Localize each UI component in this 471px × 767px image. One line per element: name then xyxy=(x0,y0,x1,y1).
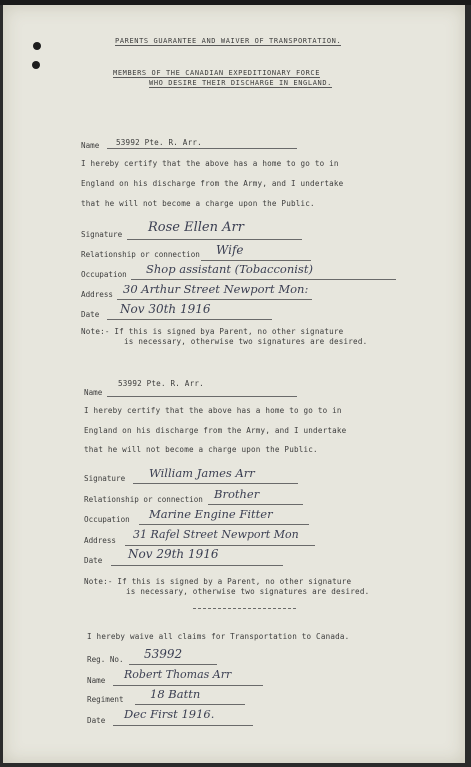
s2-address-label: Address xyxy=(84,536,117,545)
s3-name-label: Name xyxy=(87,676,106,685)
s1-name-line xyxy=(107,148,297,149)
s1-relationship-line xyxy=(201,260,311,261)
section-divider xyxy=(193,608,296,609)
s3-name-value: Robert Thomas Arr xyxy=(124,668,232,681)
s2-note-line2: is necessary, otherwise two signatures are desired. xyxy=(126,587,370,596)
punch-hole-bottom xyxy=(32,61,40,69)
s2-signature-label: Signature xyxy=(84,474,126,483)
s2-address-value: 31 Rafel Street Newport Mon xyxy=(133,528,299,541)
s1-date-line xyxy=(107,319,272,320)
s2-name-label: Name xyxy=(84,388,103,397)
s2-date-line xyxy=(111,565,283,566)
s3-date-label: Date xyxy=(87,716,106,725)
s1-address-value: 30 Arthur Street Newport Mon: xyxy=(123,282,309,296)
s2-occupation-line xyxy=(139,524,309,525)
form-title: PARENTS GUARANTEE AND WAIVER OF TRANSPORTATION. xyxy=(115,37,342,45)
s2-note-line1: Note:- If this is signed by a Parent, no other signature xyxy=(84,577,352,586)
s3-reg-line xyxy=(129,664,217,665)
s1-date-value: Nov 30th 1916 xyxy=(120,302,211,316)
s1-occupation-label: Occupation xyxy=(81,270,127,279)
s2-cert-line1: I hereby certify that the above has a home to go to in xyxy=(84,406,342,415)
s3-regiment-line xyxy=(135,704,245,705)
s3-name-line xyxy=(113,685,263,686)
s3-regiment-label: Regiment xyxy=(87,695,124,704)
s1-relationship-value: Wife xyxy=(216,243,244,257)
s2-signature-line xyxy=(133,483,298,484)
s2-name-line xyxy=(107,396,297,397)
s2-name-value: 53992 Pte. R. Arr. xyxy=(118,379,204,388)
s1-address-line xyxy=(117,299,312,300)
s3-reg-label: Reg. No. xyxy=(87,655,124,664)
s1-signature-line xyxy=(127,239,302,240)
s3-date-value: Dec First 1916. xyxy=(124,707,215,721)
s2-address-line xyxy=(125,545,315,546)
s3-reg-value: 53992 xyxy=(144,647,183,661)
s3-regiment-value: 18 Battn xyxy=(150,687,201,701)
s2-relationship-label: Relationship or connection xyxy=(84,495,203,504)
s1-note-line2: is necessary, otherwise two signatures are desired. xyxy=(124,337,368,346)
s2-date-value: Nov 29th 1916 xyxy=(128,547,219,561)
s1-note-line1: Note:- If this is signed bya Parent, no other signature xyxy=(81,327,344,336)
s3-waiver-text: I hereby waive all claims for Transportation to Canada. xyxy=(87,632,350,641)
punch-hole-top xyxy=(33,42,41,50)
s1-relationship-label: Relationship or connection xyxy=(81,250,200,259)
s1-cert-line2: England on his discharge from the Army, and I undertake xyxy=(81,179,344,188)
s1-occupation-value: Shop assistant (Tobacconist) xyxy=(146,262,313,276)
form-subtitle-line1: MEMBERS OF THE CANADIAN EXPEDITIONARY FORCE xyxy=(113,69,321,77)
document-page xyxy=(3,5,465,763)
s1-cert-line1: I hereby certify that the above has a home to go to in xyxy=(81,159,339,168)
s2-relationship-value: Brother xyxy=(214,487,260,501)
s2-cert-line2: England on his discharge from the Army, and I undertake xyxy=(84,426,347,435)
s1-occupation-line xyxy=(131,279,396,280)
s1-date-label: Date xyxy=(81,310,100,319)
s2-signature-value: William James Arr xyxy=(149,466,255,480)
s1-name-value: 53992 Pte. R. Arr. xyxy=(116,138,202,147)
form-subtitle-line2: WHO DESIRE THEIR DISCHARGE IN ENGLAND. xyxy=(149,79,332,87)
s2-relationship-line xyxy=(208,504,303,505)
s1-cert-line3: that he will not become a charge upon the Public. xyxy=(81,199,315,208)
s1-signature-value: Rose Ellen Arr xyxy=(148,220,244,235)
s3-date-line xyxy=(113,725,253,726)
s2-occupation-value: Marine Engine Fitter xyxy=(149,507,273,521)
s1-signature-label: Signature xyxy=(81,230,123,239)
s1-name-label: Name xyxy=(81,141,100,150)
s2-cert-line3: that he will not become a charge upon the Public. xyxy=(84,445,318,454)
s2-date-label: Date xyxy=(84,556,103,565)
s1-address-label: Address xyxy=(81,290,114,299)
s2-occupation-label: Occupation xyxy=(84,515,130,524)
